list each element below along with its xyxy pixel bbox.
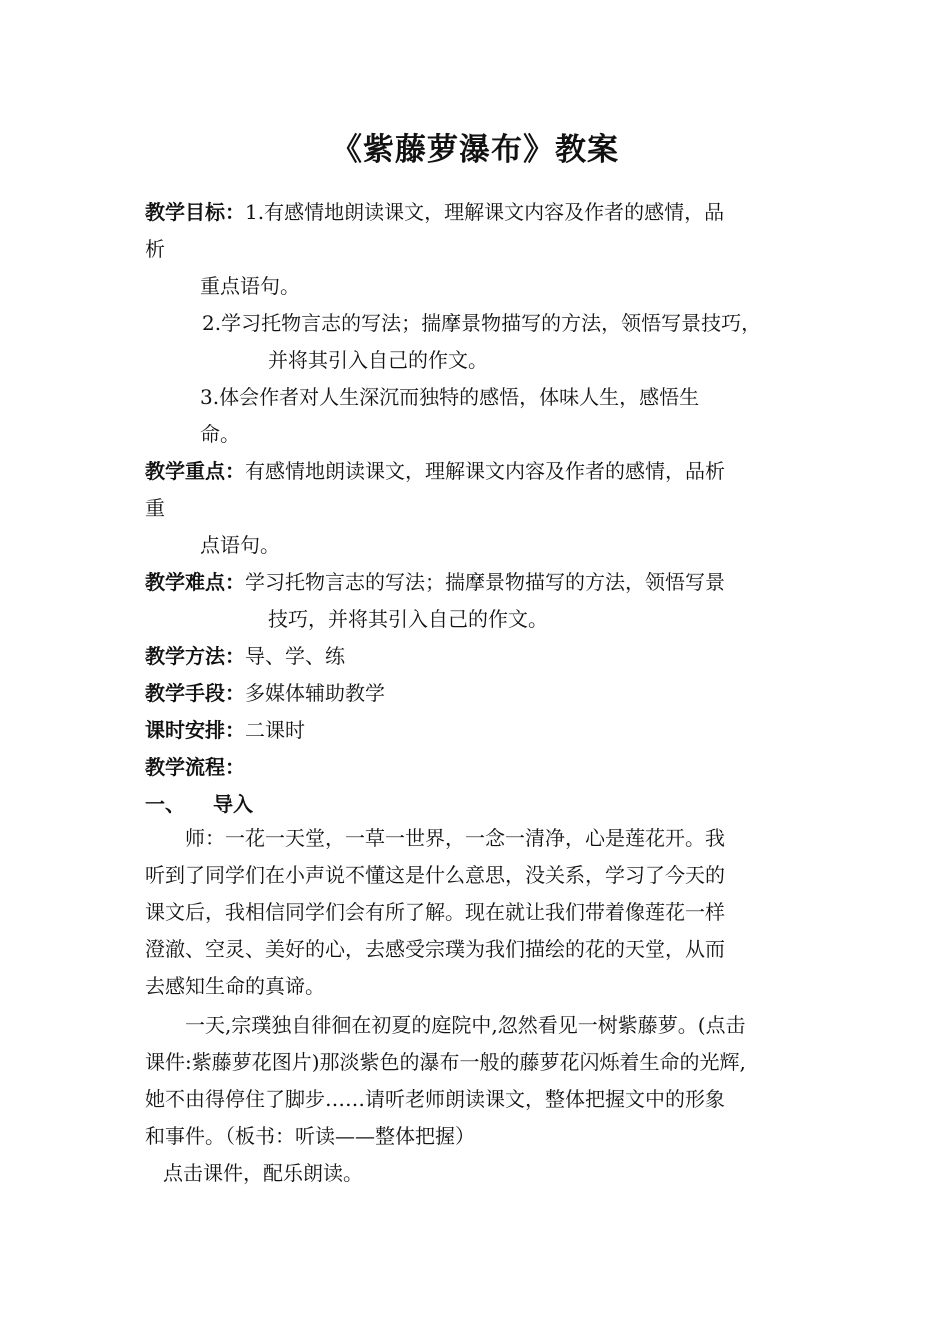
means-label: 教学手段： [145, 681, 245, 705]
key-points-label: 教学重点： [145, 459, 245, 483]
paragraph-2-line-1: 一天,宗璞独自徘徊在初夏的庭院中,忽然看见一树紫藤萝。(点击 [185, 1013, 746, 1037]
objectives-label: 教学目标： [145, 200, 245, 224]
paragraph-1-line-3: 课文后，我相信同学们会有所了解。现在就让我们带着像莲花一样 [145, 900, 725, 924]
paragraph-1-line-1: 师：一花一天堂，一草一世界，一念一清净，心是莲花开。我 [185, 826, 725, 850]
section-number: 一、 [145, 792, 185, 816]
objectives-text-4: 并将其引入自己的作文。 [268, 348, 488, 372]
key-points-text-1b: 重 [145, 496, 165, 520]
paragraph-1-line-4: 澄澈、空灵、美好的心，去感受宗璞为我们描绘的花的天堂，从而 [145, 937, 725, 961]
paragraph-2-line-2: 课件:紫藤萝花图片)那淡紫色的瀑布一般的藤萝花闪烁着生命的光辉, [145, 1050, 746, 1074]
objectives-text-2: 重点语句。 [200, 274, 300, 298]
key-points-text-1: 有感情地朗读课文，理解课文内容及作者的感情，品析 [245, 459, 725, 483]
difficulties-line-1 [145, 569, 725, 595]
paragraph-2-line-4: 和事件。（板书：听读——整体把握） [145, 1124, 475, 1148]
objectives-text-3: 2.学习托物言志的写法；揣摩景物描写的方法，领悟写景技巧， [202, 311, 762, 335]
paragraph-1-line-5: 去感知生命的真谛。 [145, 974, 325, 998]
schedule-value: 二课时 [245, 718, 305, 742]
means-line [145, 680, 385, 706]
objectives-text-1b: 析 [145, 237, 165, 261]
difficulties-text-2: 技巧，并将其引入自己的作文。 [268, 607, 548, 631]
document-title: 《紫藤萝瀑布》教案 [331, 132, 619, 168]
paragraph-3: 点击课件，配乐朗读。 [163, 1161, 363, 1185]
paragraph-2-line-3: 她不由得停住了脚步……请听老师朗读课文，整体把握文中的形象 [145, 1087, 725, 1111]
process-label-line [145, 754, 245, 780]
objectives-line-1 [145, 199, 724, 225]
difficulties-text-1: 学习托物言志的写法；揣摩景物描写的方法，领悟写景 [245, 570, 725, 594]
method-value: 导、学、练 [245, 644, 345, 668]
key-points-line-1 [145, 458, 725, 484]
schedule-label: 课时安排： [145, 718, 245, 742]
objectives-text-6: 命。 [200, 422, 240, 446]
objectives-text-1: 1.有感情地朗读课文，理解课文内容及作者的感情，品 [245, 200, 725, 224]
process-label: 教学流程： [145, 755, 245, 779]
difficulties-label: 教学难点： [145, 570, 245, 594]
objectives-text-5: 3.体会作者对人生深沉而独特的感悟，体味人生，感悟生 [200, 385, 700, 409]
method-label: 教学方法： [145, 644, 245, 668]
key-points-text-2: 点语句。 [200, 533, 280, 557]
means-value: 多媒体辅助教学 [245, 681, 385, 705]
paragraph-1-line-2: 听到了同学们在小声说不懂这是什么意思，没关系，学习了今天的 [145, 863, 725, 887]
schedule-line [145, 717, 305, 743]
section-heading: 导入 [213, 792, 253, 816]
method-line [145, 643, 345, 669]
